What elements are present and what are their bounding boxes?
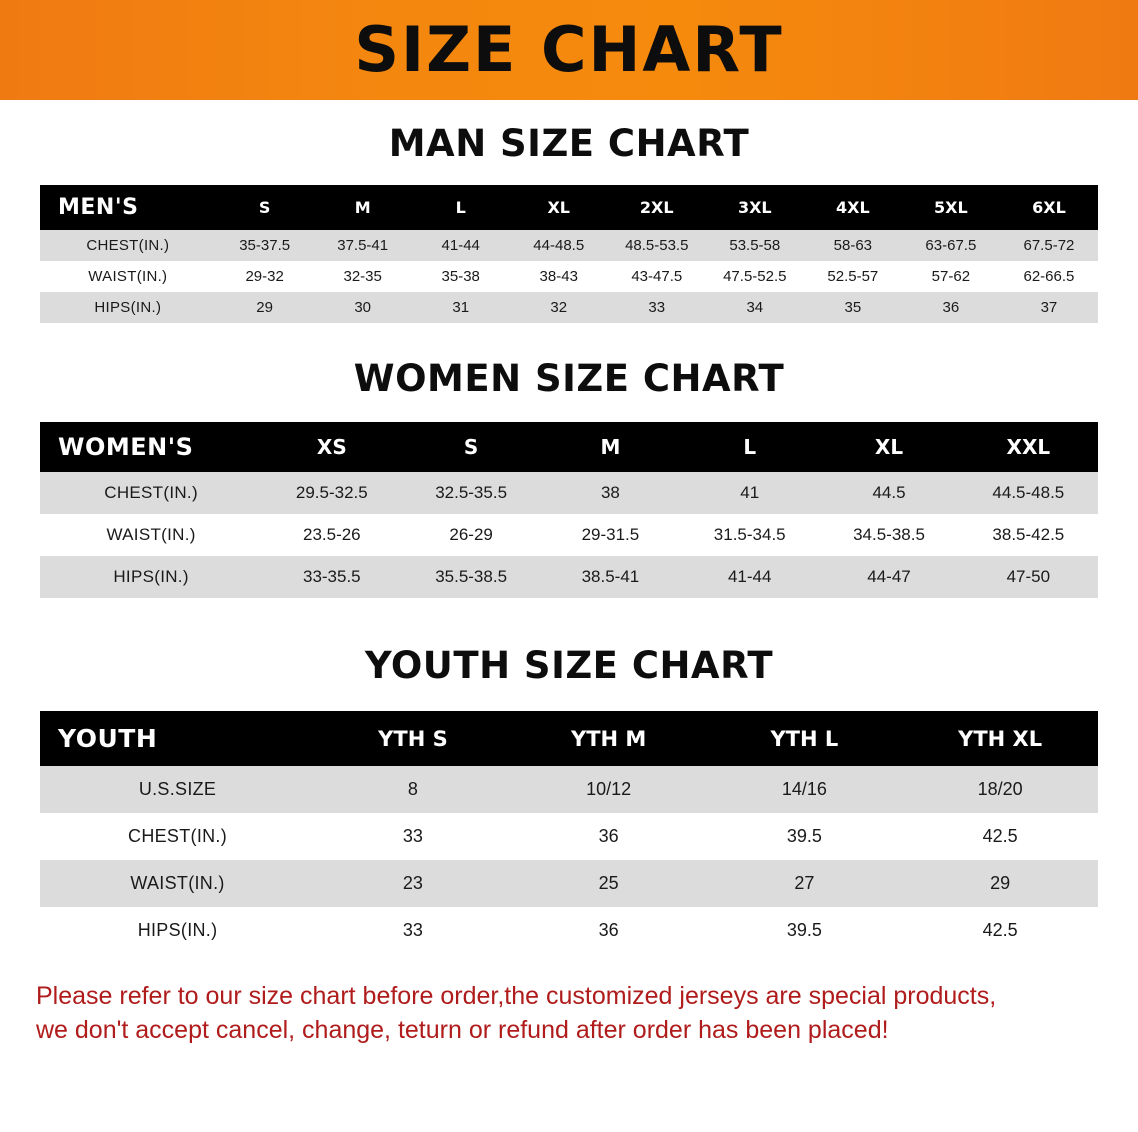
man-size-table [40,185,1098,323]
cell: 44.5-48.5 [992,483,1065,502]
page-title: SIZE CHART [354,13,784,86]
cell: 27 [794,873,815,893]
cell: 36 [942,299,960,316]
policy-note [36,980,1102,1048]
column-header-yth-xl: YTH XL [958,726,1043,751]
cell: 32 [550,299,568,316]
cell: 33 [648,299,666,316]
column-header-xxl: XXL [1006,435,1051,459]
cell: 39.5 [786,920,822,940]
cell: 37 [1040,299,1058,316]
row-label-chest: CHEST(IN.) [86,237,170,254]
cell: 37.5-41 [337,237,389,254]
table-row [40,472,1098,514]
women-table-wrap [0,422,1138,598]
row-label-waist: WAIST(IN.) [130,873,225,893]
women-section-title: WOMEN SIZE CHART [353,357,785,400]
row-label-hips: HIPS(IN.) [113,567,189,586]
column-header-l: L [743,435,757,459]
row-label-waist: WAIST(IN.) [106,525,196,544]
column-header-2xl: 2XL [639,198,674,217]
cell: 34 [746,299,764,316]
cell: 35-37.5 [239,237,291,254]
cell: 32.5-35.5 [435,483,508,502]
cell: 38.5-41 [581,567,640,586]
column-header-4xl: 4XL [835,198,870,217]
cell: 29 [990,873,1011,893]
table-row [40,514,1098,556]
cell: 38 [600,483,620,502]
cell: 23 [402,873,423,893]
column-header-mens: MEN'S [58,195,139,220]
cell: 35-38 [441,268,480,285]
column-header-xl: XL [874,435,904,459]
cell: 47-50 [1006,567,1051,586]
cell: 34.5-38.5 [853,525,925,544]
cell: 53.5-58 [729,237,781,254]
column-header-s: S [463,435,479,459]
column-header-m: M [354,198,371,217]
table-row [40,813,1098,860]
cell: 29-32 [245,268,284,285]
row-label-chest: CHEST(IN.) [128,826,228,846]
cell: 30 [354,299,372,316]
column-header-xs: XS [316,435,347,459]
cell: 42.5 [982,826,1018,846]
man-table-wrap [0,185,1138,323]
cell: 58-63 [833,237,873,254]
cell: 48.5-53.5 [625,237,689,254]
cell: 33 [402,826,423,846]
cell: 41 [740,483,760,502]
row-label-waist: WAIST(IN.) [88,268,168,285]
cell: 31 [452,299,470,316]
column-header-womens: WOMEN'S [58,433,194,461]
cell: 67.5-72 [1023,237,1075,254]
table-row [40,230,1098,261]
cell: 18/20 [977,779,1023,799]
column-header-yth-m: YTH M [570,726,647,751]
cell: 29-31.5 [581,525,640,544]
cell: 41-44 [441,237,480,254]
cell: 29.5-32.5 [295,483,368,502]
row-label-us-size: U.S.SIZE [138,779,217,799]
table-row [40,292,1098,323]
cell: 42.5 [982,920,1018,940]
column-header-yth-s: YTH S [378,726,448,751]
cell: 36 [598,920,619,940]
cell: 38-43 [539,268,578,285]
cell: 10/12 [586,779,632,799]
cell: 32-35 [343,268,382,285]
cell: 43-47.5 [631,268,683,285]
youth-section-title: YOUTH SIZE CHART [364,644,774,687]
cell: 33-35.5 [302,567,361,586]
youth-size-table [40,711,1098,954]
column-header-3xl: 3XL [737,198,772,217]
column-header-youth: YOUTH [58,724,158,753]
table-row [40,907,1098,954]
cell: 8 [407,779,418,799]
table-row [40,860,1098,907]
cell: 62-66.5 [1023,268,1075,285]
column-header-l: L [455,198,466,217]
cell: 63-67.5 [925,237,977,254]
size-chart-banner [0,0,1138,100]
policy-note-line-1: Please refer to our size chart before order,the customized jerseys are special products, [36,982,997,1010]
cell: 39.5 [786,826,822,846]
table-row [40,556,1098,598]
cell: 14/16 [781,779,827,799]
cell: 52.5-57 [827,268,879,285]
cell: 36 [598,826,619,846]
cell: 33 [402,920,423,940]
cell: 23.5-26 [302,525,361,544]
table-header-row [40,711,1098,766]
cell: 35.5-38.5 [435,567,508,586]
policy-note-line-2: we don't accept cancel, change, teturn or refund after order has been placed! [36,1015,889,1044]
cell: 44-48.5 [533,237,585,254]
cell: 41-44 [727,567,772,586]
column-header-5xl: 5XL [934,198,968,217]
table-header-row [40,422,1098,472]
table-row [40,261,1098,292]
column-header-yth-l: YTH L [770,726,839,751]
row-label-hips: HIPS(IN.) [94,299,162,316]
row-label-chest: CHEST(IN.) [104,483,198,502]
cell: 29 [256,299,273,316]
row-label-hips: HIPS(IN.) [137,920,218,940]
cell: 25 [598,873,619,893]
cell: 31.5-34.5 [713,525,786,544]
column-header-6xl: 6XL [1032,198,1066,217]
cell: 38.5-42.5 [992,525,1065,544]
cell: 26-29 [449,525,493,544]
table-header-row [40,185,1098,230]
column-header-xl: XL [547,198,570,217]
women-size-table [40,422,1098,598]
youth-table-wrap [0,711,1138,954]
cell: 35 [844,299,862,316]
column-header-s: S [258,198,271,217]
cell: 44-47 [867,567,911,586]
cell: 47.5-52.5 [723,268,787,285]
column-header-m: M [600,435,621,459]
cell: 57-62 [931,268,971,285]
cell: 44.5 [872,483,906,502]
table-row [40,766,1098,813]
man-section-title: MAN SIZE CHART [388,122,750,165]
